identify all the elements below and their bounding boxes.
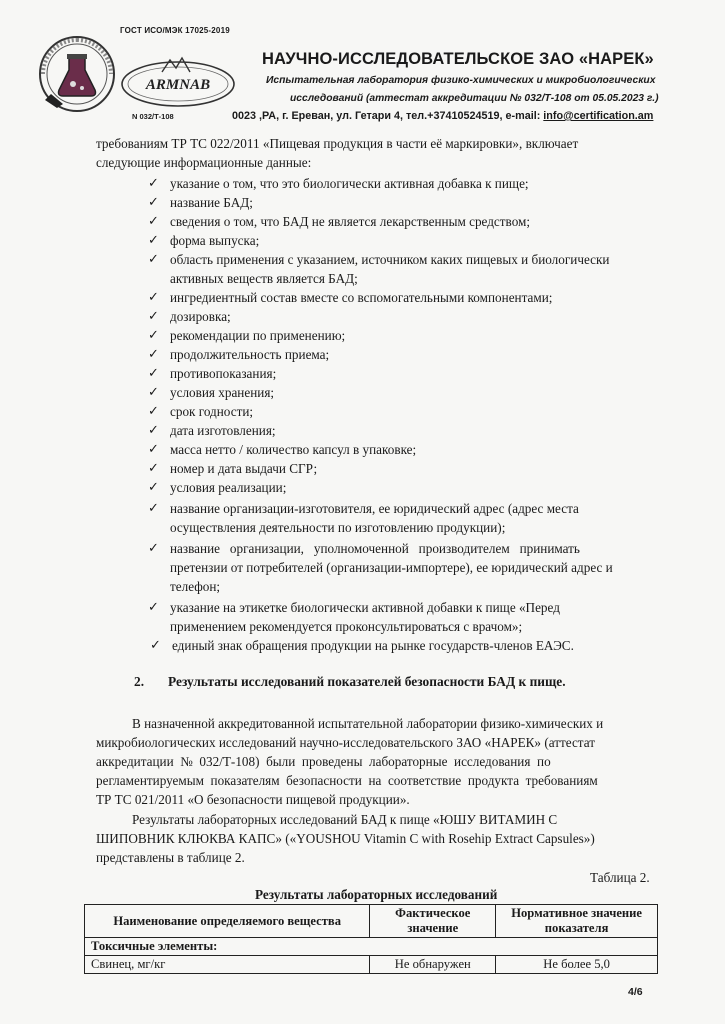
email-link[interactable]: info@certification.am bbox=[543, 110, 654, 122]
table-title: Результаты лабораторных исследований bbox=[255, 887, 498, 902]
section-title: Результаты исследований показателей безопасности БАД к пище. bbox=[168, 674, 566, 689]
paragraph2-line3: представлены в таблице 2. bbox=[96, 850, 245, 865]
checkmark-icon: ✓ bbox=[148, 347, 159, 362]
armnab-logo-text: ARMNAB bbox=[145, 77, 211, 93]
checkmark-icon: ✓ bbox=[148, 214, 159, 229]
checkmark-icon: ✓ bbox=[148, 309, 159, 324]
organization-name: НАУЧНО-ИССЛЕДОВАТЕЛЬСКОЕ ЗАО «НАРЕК» bbox=[262, 50, 654, 68]
checkmark-icon: ✓ bbox=[148, 233, 159, 248]
checkmark-icon: ✓ bbox=[148, 541, 159, 556]
checkmark-icon: ✓ bbox=[148, 195, 159, 210]
cell-substance: Свинец, мг/кг bbox=[85, 956, 370, 974]
checkmark-icon: ✓ bbox=[148, 385, 159, 400]
cell-norm: Не более 5,0 bbox=[496, 956, 658, 974]
checkmark-icon: ✓ bbox=[148, 404, 159, 419]
address-line bbox=[232, 110, 653, 122]
lab-description-line2: исследований (аттестат аккредитации № 032/Т-108 от 05.05.2023 г.) bbox=[290, 93, 659, 104]
table-header-row bbox=[85, 905, 658, 938]
header-substance: Наименование определяемого вещества bbox=[85, 905, 370, 938]
checkmark-icon: ✓ bbox=[148, 442, 159, 457]
intro-line1: требованиям ТР ТС 022/2011 «Пищевая продукция в части её маркировки», включает bbox=[96, 136, 579, 151]
checkmark-icon: ✓ bbox=[148, 176, 159, 191]
intro-line2: следующие информационные данные: bbox=[96, 155, 312, 170]
lab-emblem-logo bbox=[37, 34, 117, 114]
checkmark-icon: ✓ bbox=[150, 638, 161, 653]
section-number: 2. bbox=[134, 674, 145, 689]
lab-description-line1: Испытательная лаборатория физико-химических и микробиологических bbox=[266, 75, 656, 86]
checkmark-icon: ✓ bbox=[148, 600, 159, 615]
table-caption: Таблица 2. bbox=[590, 870, 650, 885]
cell-actual: Не обнаружен bbox=[370, 956, 496, 974]
armnab-logo bbox=[118, 52, 238, 112]
checkmark-icon: ✓ bbox=[148, 252, 159, 267]
paragraph2-line1: Результаты лабораторных исследований БАД к пище «ЮШУ ВИТАМИН С bbox=[132, 812, 558, 827]
paragraph2-line2: ШИПОВНИК КЛЮКВА КАПС» («YOUSHOU Vitamin C with Rosehip Extract Capsules») bbox=[96, 831, 595, 846]
paragraph1-line2: микробиологических исследований научно-исследовательского ЗАО «НАРЕК» (аттестат bbox=[96, 735, 595, 750]
paragraph1-line1: В назначенной аккредитованной испытательной лаборатории физико-химических и bbox=[132, 716, 604, 731]
paragraph1-line3: аккредитации № 032/Т-108) были проведены лабораторные исследования по bbox=[96, 754, 551, 769]
document-page: ГОСТ ИСО/МЭК 17025-2019 ARMNAB N 032/Т-108 НАУЧНО-ИССЛЕДОВАТЕЛЬСКОЕ ЗАО «НАРЕК» Испытательная лаборатория физико-химических и микробиологических исследований (аттестат аккредитации № 032/Т-108 от 05.05.2023 г.) 0023 ,РА, г. Ереван, ул. Гетари 4, тел.+37410524519, e-mail: info@certification.am требованиям ТР ТС 022/2011 «Пищевая продукция в части её маркировки», включает следующие информационные данные: ✓ указание о том, что это биологически активная добавка к пище; ✓ название БАД; ✓ сведения о том, что БАД не является лекарственным средством; ✓ форма выпуска; ✓ область применения с указанием, источником каких пищевых и биологически активных веществ является БАД; ✓ ингредиентный состав вместе со вспомогательными компонентами; ✓ дозировка; ✓ рекомендации по применению; ✓ продолжительность приема; ✓ противопоказания; ✓ условия хранения; ✓ срок годности; ✓ дата изготовления; ✓ масса нетто / количество капсул в упаковке; ✓ номер и дата выдачи СГР; ✓ условия реализации; ✓ название организации-изготовителя, ее юридический адрес (адрес места осуществления деятельности по изготовлению продукции); ✓ название организации, уполномоченной производителем принимать претензии от потребителей (организации-импортере), ее юридический адрес и телефон; ✓ указание на этикетке биологически активной добавки к пище «Перед применением рекомендуется проконсультироваться с врачом»; ✓ единый знак обращения продукции на рынке государств-членов ЕАЭС. 2. Результаты исследований показателей безопасности БАД к пище. В назначенной аккредитованной испытательной лаборатории физико-химических и микробиологических исследований научно-исследовательского ЗАО «НАРЕК» (аттестат аккредитации № 032/Т-108) были проведены лабораторные исследования по регламентируемым показателям безопасности на соответствие продукта требованиям ТР ТС 021/2011 «О безопасности пищевой продукции». Результаты лабораторных исследований БАД к пище «ЮШУ ВИТАМИН С ШИПОВНИК КЛЮКВА КАПС» («YOUSHOU Vitamin C with Rosehip Extract Capsules») представлены в таблице 2. Таблица 2. Результаты лабораторных исследований Наименование определяемого вещества Фактическое значение Нормативное значение показателя Токсичные элементы: Свинец, мг/кг Не обнаружен Не более 5,0 4/6 bbox=[0, 0, 725, 1024]
gost-standard: ГОСТ ИСО/МЭК 17025-2019 bbox=[120, 26, 230, 35]
paragraph1-line5: ТР ТС 021/2011 «О безопасности пищевой продукции». bbox=[96, 792, 410, 807]
checkmark-icon: ✓ bbox=[148, 501, 159, 516]
results-table bbox=[84, 904, 658, 974]
checkmark-icon: ✓ bbox=[148, 423, 159, 438]
checkmark-icon: ✓ bbox=[148, 366, 159, 381]
header-actual: Фактическое значение bbox=[370, 905, 496, 938]
checkmark-icon: ✓ bbox=[148, 290, 159, 305]
header-norm: Нормативное значение показателя bbox=[496, 905, 658, 938]
checkmark-icon: ✓ bbox=[148, 461, 159, 476]
checkmark-icon: ✓ bbox=[148, 480, 159, 495]
checkmark-icon: ✓ bbox=[148, 328, 159, 343]
page-number: 4/6 bbox=[628, 986, 643, 998]
table-row bbox=[85, 956, 658, 974]
address-text: 0023 ,РА, г. Ереван, ул. Гетари 4, тел.+37410524519, e-mail: bbox=[232, 110, 544, 122]
group-label: Токсичные элементы: bbox=[85, 938, 658, 956]
paragraph1-line4: регламентируемым показателям безопасности на соответствие продукта требованиям bbox=[96, 773, 598, 788]
accreditation-number: N 032/Т-108 bbox=[132, 112, 174, 121]
table-group-row bbox=[85, 938, 658, 956]
